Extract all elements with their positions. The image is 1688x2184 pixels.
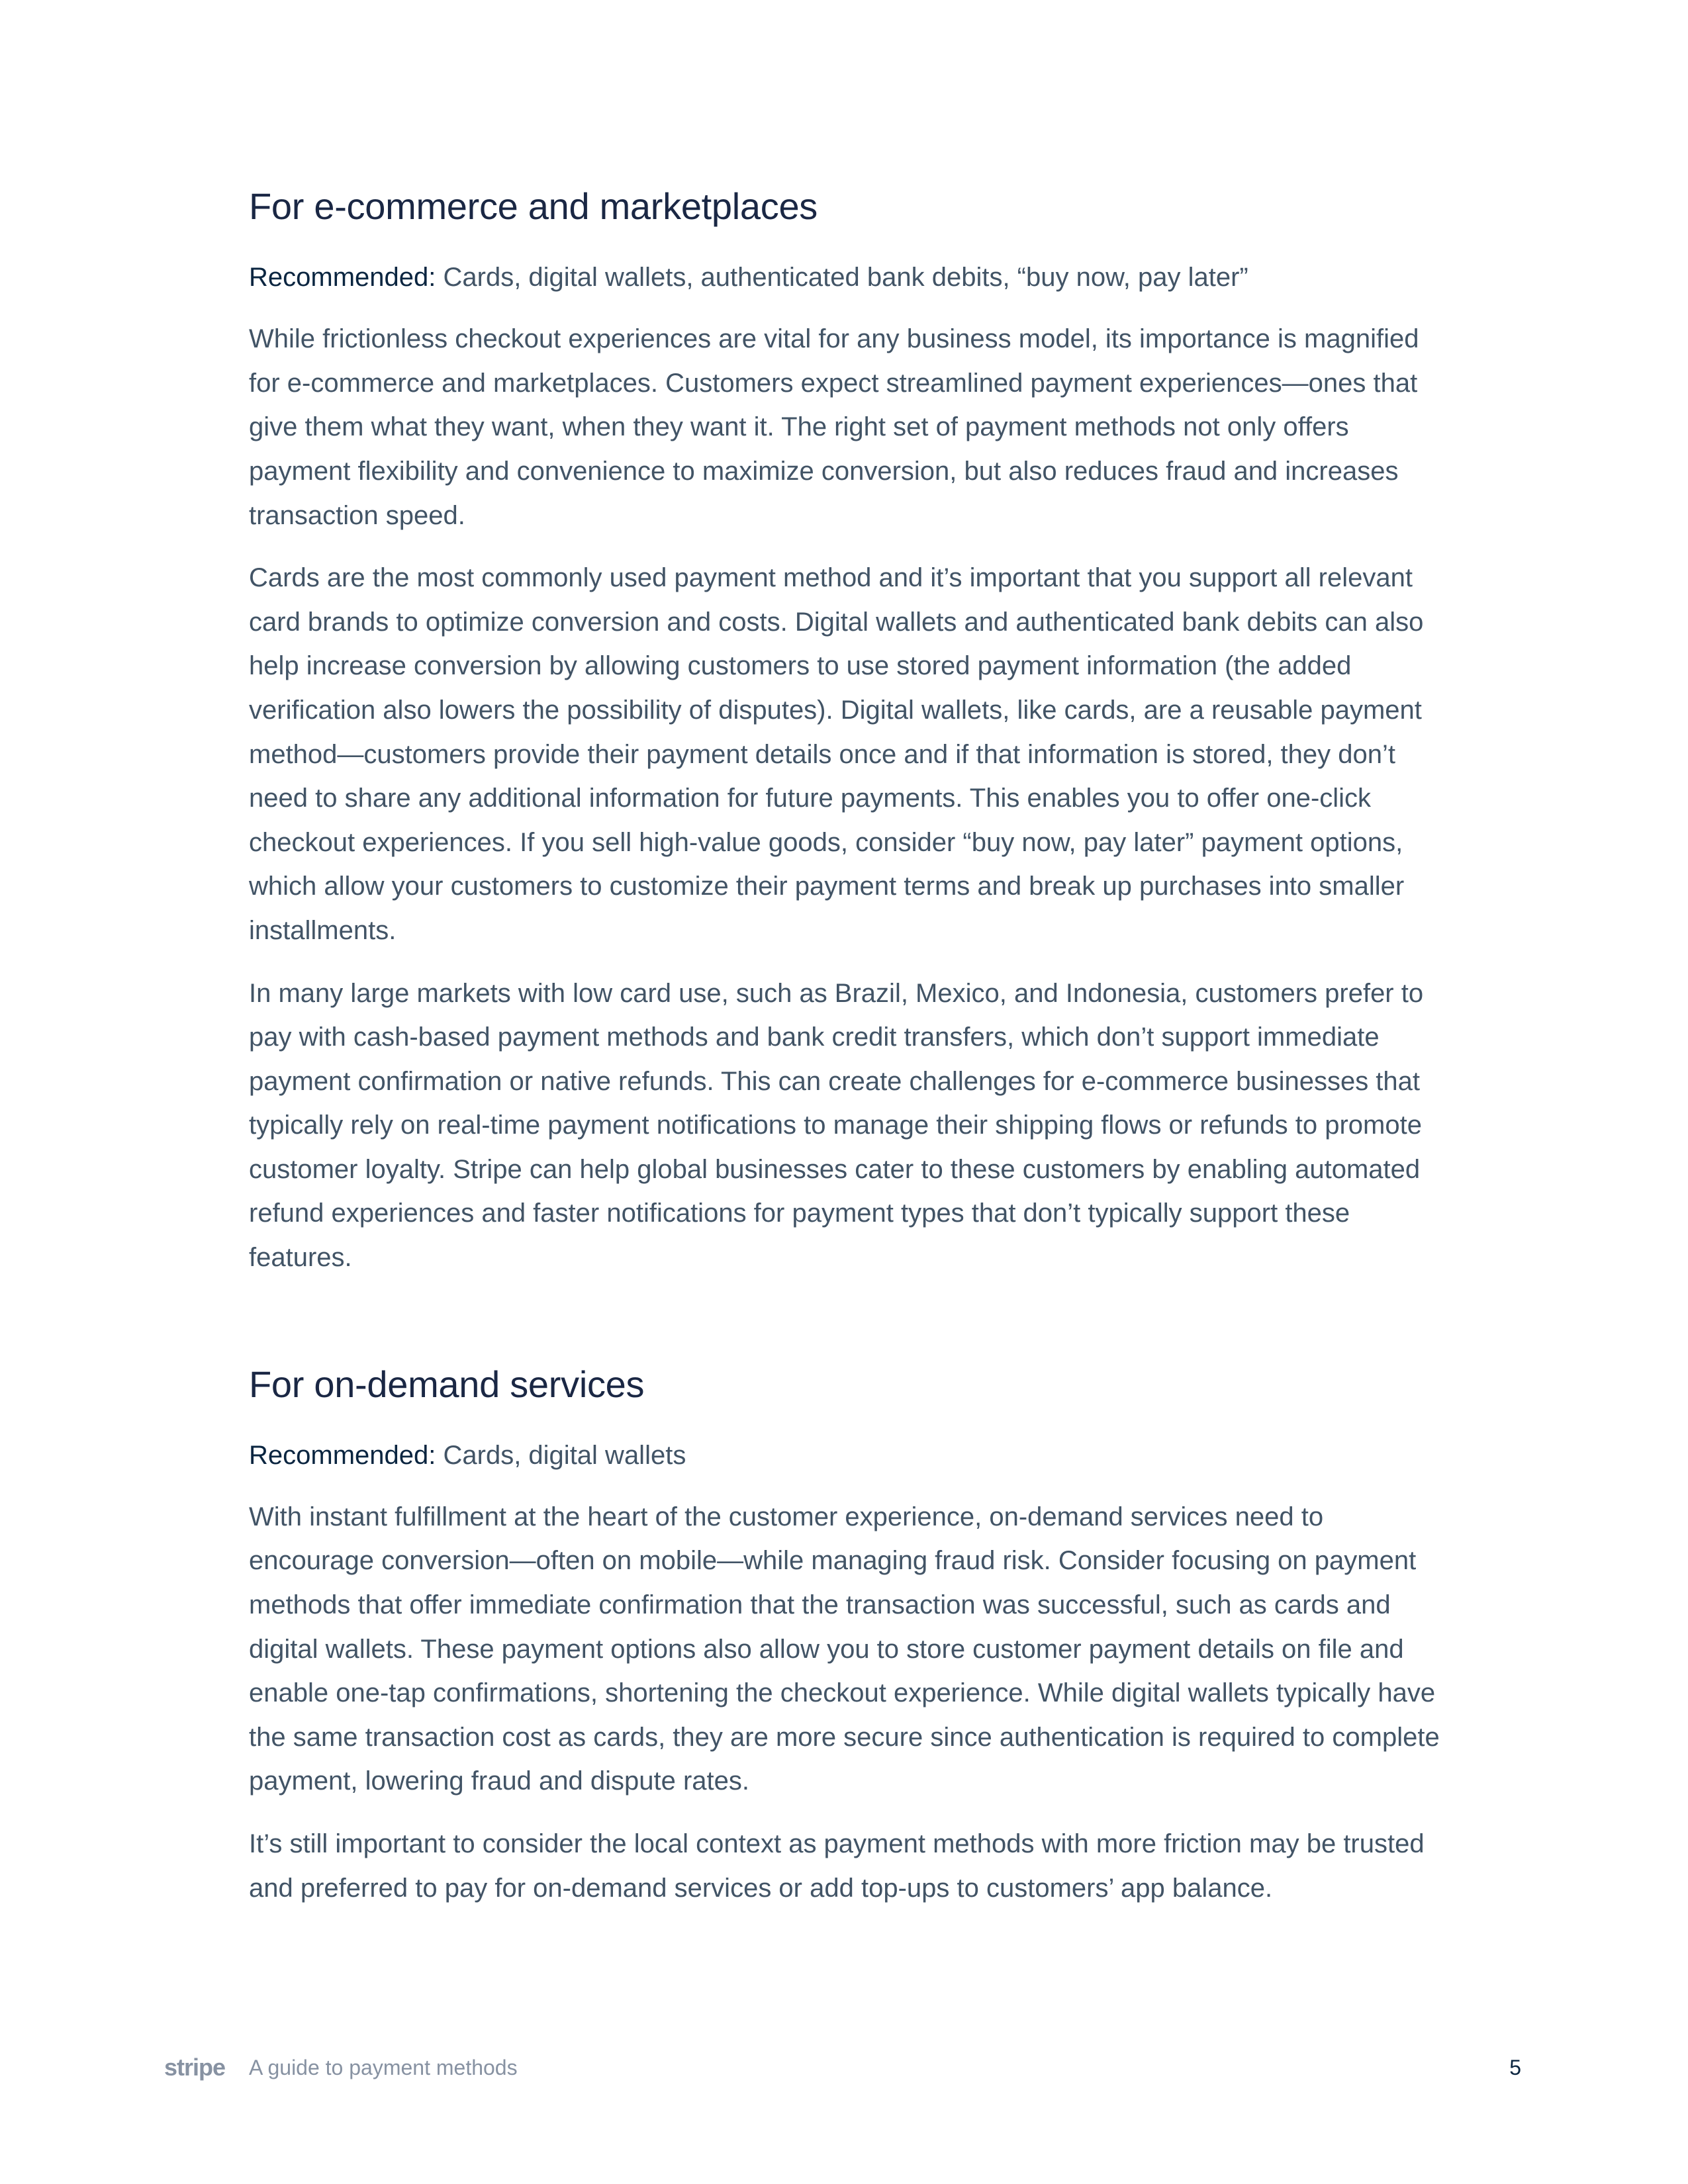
section-ecommerce [249,184,1454,1280]
recommended-line [249,256,1454,298]
paragraph: With instant fulfillment at the heart of the customer experience, on-demand services need to encourage conversion—often on mobile—while managing fraud risk. Consider focusing on payment methods that offer immediate confirmation that the transaction was successful, such as cards and digital wallets. These payment options also allow you to store customer payment details on file and enable one-tap confirmations, shortening the checkout experience. While digital wallets typically have the same transaction cost as cards, they are more secure since authentication is required to complete payment, lowering fraud and dispute rates. [249,1502,1440,1796]
stripe-logo: stripe [164,2054,226,2081]
paragraph: While frictionless checkout experiences are vital for any business model, its importance is magnified for e-commerce and marketplaces. Customers expect streamlined payment experiences—ones that give them what they want, when they want it. The right set of payment methods not only offers payment flexibility and convenience to maximize conversion, but also reduces fraud and increases transaction speed. [249,324,1419,530]
recommended-value: Cards, digital wallets [443,1440,686,1470]
page-footer [164,2052,1524,2083]
page-number: 5 [1509,2055,1521,2079]
recommended-label: Recommended: [249,263,436,293]
paragraph: In many large markets with low card use, such as Brazil, Mexico, and Indonesia, customers prefer to pay with cash-based payment methods and bank credit transfers, which don’t support immediate payment confirmation or native refunds. This can create challenges for e-commerce businesses that typically rely on real-time payment notifications to manage their shipping flows or refunds to promote customer loyalty. Stripe can help global businesses cater to these customers by enabling automated refund experiences and faster notifications for payment types that don’t typically support these features. [249,978,1424,1273]
section-heading: For on-demand services [249,1363,645,1405]
recommended-value: Cards, digital wallets, authenticated bank debits, “buy now, pay later” [443,263,1248,293]
recommended-line [249,1434,1454,1477]
footer-doc-title: A guide to payment methods [249,2055,518,2079]
section-on-demand [249,1362,1454,1911]
paragraph: Cards are the most commonly used payment method and it’s important that you support all relevant card brands to optimize conversion and costs. Digital wallets and authenticated bank debits can also help increase conversion by allowing customers to use stored payment information (the added verification also lowers the possibility of disputes). Digital wallets, like cards, are a reusable payment method—customers provide their payment details once and if that information is stored, they don’t need to share any additional information for future payments. This enables you to offer one-click checkout experiences. If you sell high-value goods, consider “buy now, pay later” payment options, which allow your customers to customize their payment terms and break up purchases into smaller installments. [249,563,1424,945]
paragraph: It’s still important to consider the local context as payment methods with more friction may be trusted and preferred to pay for on-demand services or add top-ups to customers’ app balance. [249,1829,1425,1903]
page-content [249,184,1454,1910]
section-heading: For e-commerce and marketplaces [249,185,818,227]
recommended-label: Recommended: [249,1440,436,1470]
